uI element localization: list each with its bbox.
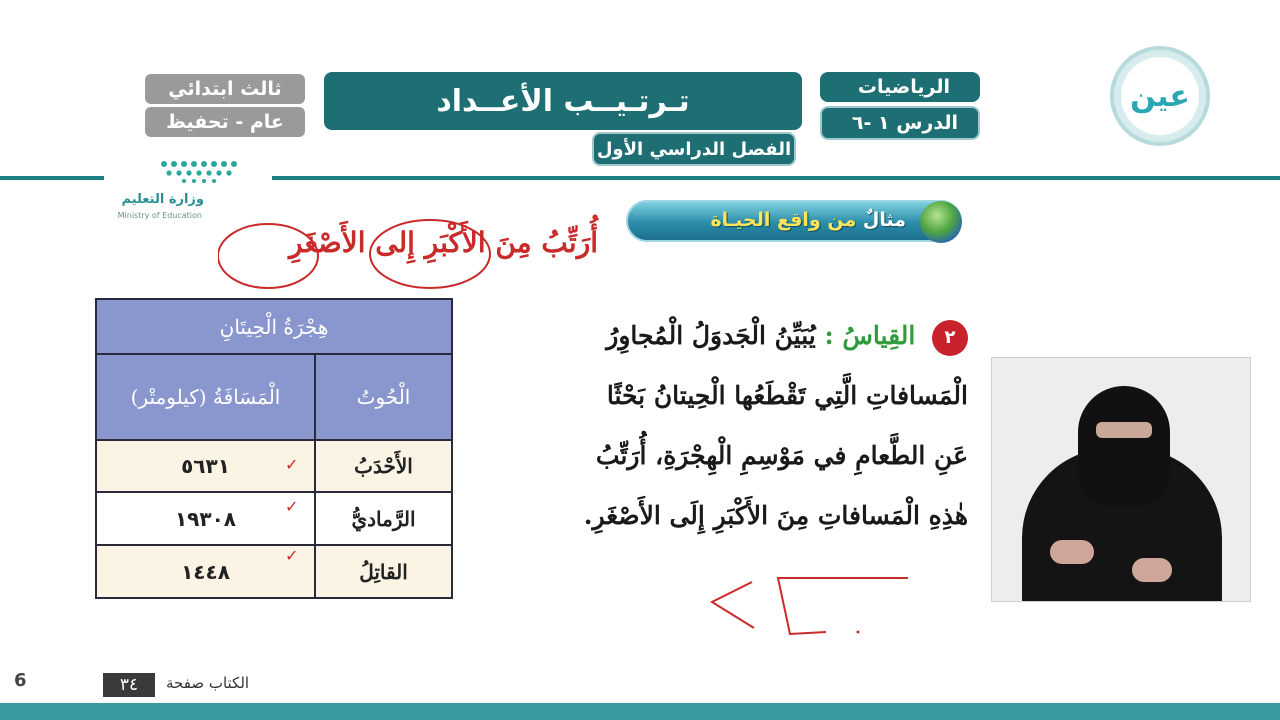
book-page-number: ٣٤ — [103, 673, 155, 697]
problem-line-2: الْمَسافاتِ الَّتِي تَقْطَعُها الْحِيتانُ بَحْثًا — [606, 381, 968, 410]
semester-label: الفصل الدراسي الأول — [592, 132, 796, 166]
check-mark-icon: ✓ — [285, 546, 299, 565]
check-mark-icon: ✓ — [285, 497, 299, 516]
whale-distance-cell — [96, 440, 315, 492]
problem-text — [478, 306, 968, 546]
interpreter-hand-left — [1050, 540, 1094, 564]
whale-migration-table — [95, 298, 453, 599]
problem-line-3: عَنِ الطَّعامِ في مَوْسِمِ الْهِجْرَةِ، أُرَتِّبُ — [595, 441, 968, 470]
whale-distance-cell — [96, 492, 315, 545]
problem-number-badge: ٢ — [932, 320, 968, 356]
whale-distance: ٥٦٣١ — [181, 454, 230, 478]
whale-name: الأَحْدَبُ — [315, 440, 452, 492]
banner-highlight: من واقع الحيـاة — [710, 209, 857, 231]
interpreter-video — [991, 357, 1251, 602]
ain-logo — [1110, 46, 1210, 146]
lesson-number: الدرس ١ -٦ — [820, 106, 980, 140]
interpreter-head — [1078, 386, 1170, 506]
problem-label: القِياسُ : — [824, 321, 916, 350]
track-label: عام - تحفيظ — [145, 107, 305, 137]
handwritten-title — [218, 226, 598, 282]
interpreter-eyes — [1096, 422, 1152, 438]
header-whale: الْحُوتُ — [315, 354, 452, 440]
table-row — [96, 440, 452, 492]
whale-distance: ١٤٤٨ — [181, 559, 230, 584]
whale-name: القاتِلُ — [315, 545, 452, 598]
real-life-banner-text — [710, 209, 906, 231]
ministry-name-en: Ministry of Education — [117, 211, 202, 220]
real-life-banner — [626, 200, 962, 242]
interpreter-hand-right — [1132, 558, 1172, 582]
problem-line-1-text: يُبَيِّنُ الْجَدوَلُ الْمُجاوِرُ — [606, 321, 816, 350]
book-page-label: الكتاب صفحة — [166, 674, 250, 692]
ministry-logo — [104, 150, 272, 225]
handwritten-title-text: أُرَتِّبُ مِنَ الأَكْبَرِ إِلى الأَصْغَرِ — [289, 226, 598, 259]
ministry-name-ar: وزارة التعليم — [121, 192, 204, 207]
globe-icon — [920, 201, 962, 243]
ministry-emblem-icon — [156, 156, 246, 186]
problem-line-1 — [478, 306, 968, 366]
check-mark-icon: ✓ — [285, 455, 299, 474]
whale-distance-cell — [96, 545, 315, 598]
slide-number: 6 — [14, 670, 27, 691]
whale-name: الرَّماديُّ — [315, 492, 452, 545]
ain-logo-text: عين — [1121, 57, 1199, 135]
lesson-title: تـرتـيــب الأعــداد — [324, 72, 802, 130]
header-distance: الْمَسَافَةُ (كيلومتْر) — [96, 354, 315, 440]
problem-line-4: هٰذِهِ الْمَسافاتِ مِنَ الأَكْبَرِ إِلَى الأَصْغَرِ. — [583, 501, 968, 530]
banner-prefix: مثالٌ — [862, 209, 906, 231]
grade-label: ثالث ابتدائي — [145, 74, 305, 104]
subject-label: الرياضيات — [820, 72, 980, 102]
table-row — [96, 545, 452, 598]
comparison-sketch-icon — [700, 570, 920, 640]
table-row — [96, 492, 452, 545]
whale-distance: ١٩٣٠٨ — [174, 506, 237, 531]
footer-bar — [0, 703, 1280, 720]
table-caption: هِجْرَةُ الْحِيتَانِ — [96, 299, 452, 354]
